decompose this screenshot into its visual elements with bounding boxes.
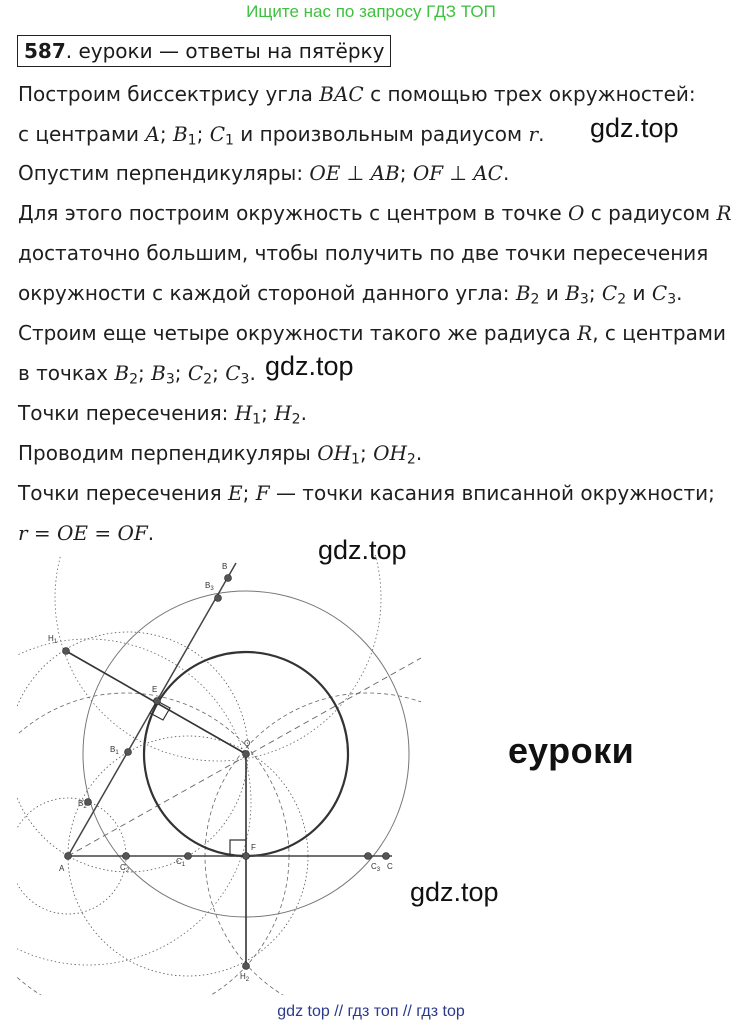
point-B1	[125, 749, 132, 756]
watermark-3: gdz.top	[318, 535, 407, 565]
label-C3: $C_3$	[371, 862, 381, 873]
watermark-1: gdz.top	[590, 113, 679, 143]
solution-line-2: с центрами A; $B_1$; $C_1$ и произвольным радиусом r.	[18, 122, 545, 149]
solution-line-9: Точки пересечения: $H_1$; $H_2$.	[18, 401, 307, 428]
point-C	[383, 853, 390, 860]
solution-line-8: в точках $B_2$; $B_3$; $C_2$; $C_3$.	[18, 361, 256, 388]
point-H1	[63, 648, 70, 655]
arc-R-center-B2	[0, 639, 251, 965]
label-C: C	[387, 862, 393, 871]
label-B: B	[222, 562, 228, 571]
label-B1: $B_1$	[110, 745, 119, 756]
solution-line-11: Точки пересечения E; F — точки касания вписанной окружности;	[18, 481, 715, 505]
point-C3	[365, 853, 372, 860]
label-C1: $C_1$	[176, 857, 186, 868]
task-title: . еуроки — ответы на пятёрку	[65, 39, 385, 63]
label-A: A	[59, 864, 65, 873]
point-A	[65, 853, 72, 860]
label-H2: $H_2$	[240, 972, 250, 983]
point-F	[243, 853, 250, 860]
label-F: F	[251, 843, 256, 852]
point-O	[243, 751, 250, 758]
brand-logo: еуроки	[508, 730, 635, 771]
solution-line-12: r = OE = OF.	[18, 521, 155, 545]
solution-line-5: достаточно большим, чтобы получить по две точки пересечения	[18, 241, 709, 265]
label-B3: $B_3$	[205, 581, 214, 592]
solution-line-6: окружности с каждой стороной данного угла: $B_2$ и $B_3$; $C_2$ и $C_3$.	[18, 281, 683, 308]
point-C1	[185, 853, 192, 860]
solution-line-3: Опустим перпендикуляры: OE ⊥ AB; OF ⊥ AC.	[18, 161, 510, 185]
solution-line-10: Проводим перпендикуляры $OH_1$; $OH_2$.	[18, 441, 423, 468]
point-B	[225, 575, 232, 582]
solution-line-1: Построим биссектрису угла BAC с помощью трех окружностей:	[18, 82, 696, 106]
label-C2: $C_2$	[120, 863, 130, 874]
search-banner: Ищите нас по запросу ГДЗ ТОП	[246, 2, 496, 21]
point-H2	[243, 963, 250, 970]
point-C2	[123, 853, 130, 860]
watermark-4: gdz.top	[410, 877, 499, 907]
point-E	[154, 698, 161, 705]
label-O: O	[244, 739, 251, 748]
label-B2: $B_2$	[78, 799, 87, 810]
point-B3	[215, 595, 222, 602]
label-H1: $H_1$	[48, 634, 58, 645]
footer-links: gdz top // гдз топ // гдз top	[277, 1003, 465, 1020]
label-E: E	[152, 685, 158, 694]
solution-line-4: Для этого построим окружность с центром в точке O с радиусом R	[18, 201, 732, 225]
watermark-2: gdz.top	[265, 351, 354, 381]
solution-line-7: Строим еще четыре окружности такого же радиуса R, с центрами	[18, 321, 726, 345]
task-number: 587	[24, 39, 66, 63]
